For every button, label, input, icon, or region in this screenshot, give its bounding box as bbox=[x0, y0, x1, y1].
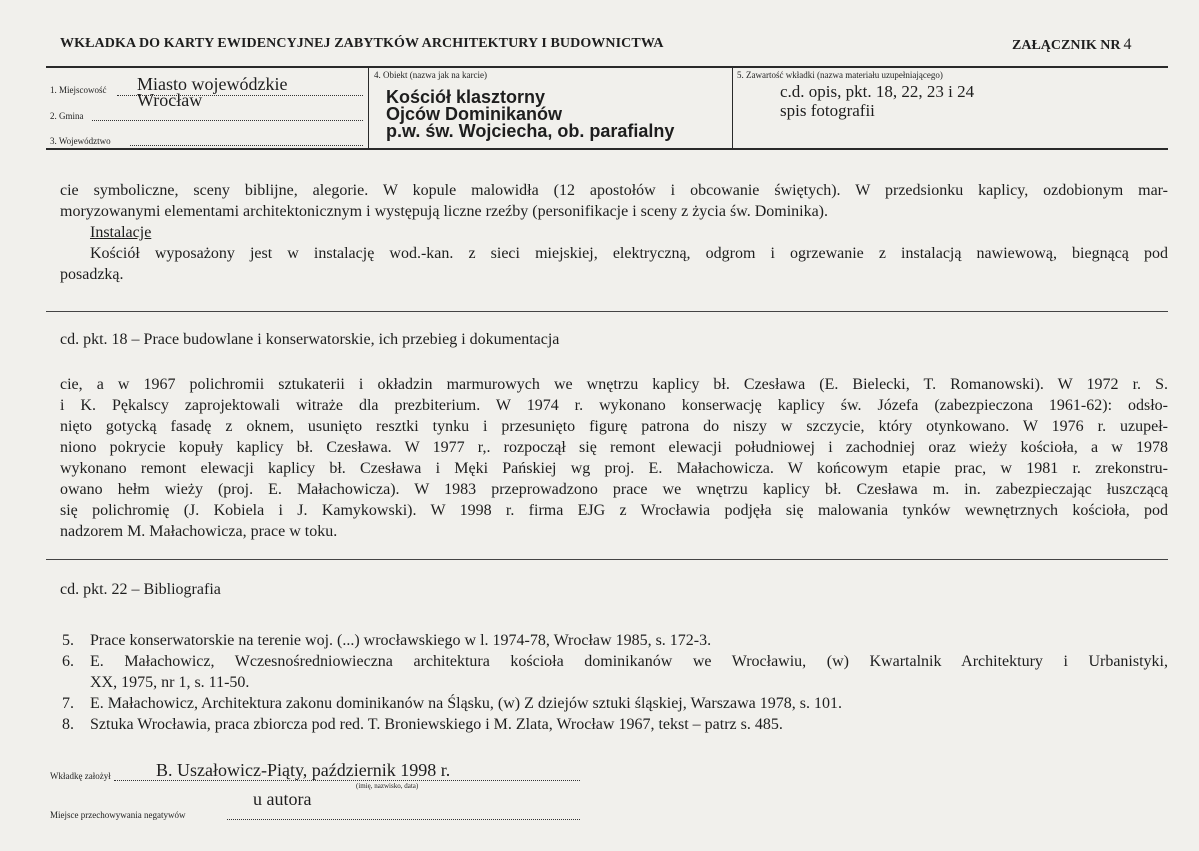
place-label: 1. Miejscowość bbox=[50, 85, 107, 95]
negatives-dotted-line bbox=[227, 819, 580, 820]
bibliography-item-number: 7. bbox=[62, 695, 74, 712]
commune-label: 2. Gmina bbox=[50, 111, 84, 121]
section-18-line-6: owano hełm wieży (proj. E. Małachowicza). W 1983 przeprowadzono prace we wnętrzu kaplicy bł. Czesława m. in. zabezpieczając łuszczącą bbox=[60, 481, 1168, 498]
section-18-line-3: nięto gotycką fasadę z oknem, usunięto resztki tynku i przesunięto figurę patrona do niszy w szczycie, który otynkowano. W 1976 r. uzupeł- bbox=[60, 418, 1168, 435]
object-name-line-1: Kościół klasztorny bbox=[386, 87, 546, 107]
bibliography-item-8 bbox=[62, 714, 1168, 735]
installations-line-2: posadzką. bbox=[60, 266, 124, 283]
place-value: Miasto wojewódzkie bbox=[137, 74, 288, 94]
section-18-line-8: nadzorem M. Małachowicza, prace w toku. bbox=[60, 523, 338, 540]
bibliography-heading: cd. pkt. 22 – Bibliografia bbox=[60, 581, 221, 598]
form-divider-left bbox=[368, 67, 369, 148]
installations-heading: Instalacje bbox=[90, 224, 152, 241]
bibliography-item-text: Sztuka Wrocławia, praca zbiorcza pod red. T. Broniewskiego i M. Zlata, Wrocław 1967, tekst – patrz s. 485. bbox=[90, 716, 783, 733]
bibliography-list bbox=[62, 630, 1168, 735]
negatives-value: u autora bbox=[253, 789, 312, 809]
contents-line-2: spis fotografii bbox=[780, 101, 875, 120]
author-hint: (imię, nazwisko, data) bbox=[356, 782, 419, 790]
description-line-2: moryzowanymi elementami architektonicznym i występują liczne rzeźby (personifikacje i sceny z życia św. Dominika). bbox=[60, 203, 829, 220]
form-divider-right bbox=[732, 67, 733, 148]
bibliography-item-number: 5. bbox=[62, 632, 74, 649]
author-value: B. Uszałowicz-Piąty, październik 1998 r. bbox=[156, 760, 451, 780]
bibliography-item-7 bbox=[62, 693, 1168, 714]
section-18-line-5: wykonano remont elewacji kaplicy bł. Czesława i Męki Pańskiej wg proj. E. Małachowicza. W końcowym etapie prac, w 1981 r. zrekonstru- bbox=[60, 460, 1168, 477]
bibliography-item-text: E. Małachowicz, Wczesnośredniowieczna architektura kościoła dominikanów we Wrocławiu, (w) Kwartalnik Architektury i Urbanistyki, bbox=[90, 653, 1168, 670]
commune-value: Wrocław bbox=[137, 90, 203, 110]
description-line-1: cie symboliczne, sceny biblijne, alegorie. W kopule malowidła (12 apostołów i obcowanie świętych). W przedsionku kaplicy, ozdobionym mar- bbox=[60, 182, 1168, 199]
document-title: WKŁADKA DO KARTY EWIDENCYJNEJ ZABYTKÓW ARCHITEKTURY I BUDOWNICTWA bbox=[60, 36, 664, 51]
bibliography-item-5 bbox=[62, 630, 1168, 651]
commune-dotted-line bbox=[92, 120, 363, 121]
object-label: 4. Obiekt (nazwa jak na karcie) bbox=[374, 70, 487, 80]
annex-number: 4 bbox=[1123, 36, 1132, 53]
contents-label: 5. Zawartość wkładki (nazwa materiału uzupełniającego) bbox=[737, 70, 943, 80]
annex-label-text: ZAŁĄCZNIK NR bbox=[1012, 38, 1121, 53]
annex-label bbox=[1012, 36, 1132, 54]
negatives-label: Miejsce przechowywania negatywów bbox=[50, 810, 186, 820]
bibliography-item-text: Prace konserwatorskie na terenie woj. (...) wrocławskiego w l. 1974-78, Wrocław 1985, s. 172-3. bbox=[90, 632, 712, 649]
section-18-line-2: i K. Pękalscy zaprojektowali witraże dla prezbiterium. W 1974 r. wykonano konserwację kaplicy św. Józefa (zabezpieczona 1961-62): odsło- bbox=[60, 397, 1168, 414]
description-continuation bbox=[60, 180, 1168, 285]
object-name-line-3: p.w. św. Wojciecha, ob. parafialny bbox=[386, 121, 675, 141]
installations-line-1: Kościół wyposażony jest w instalację wod.-kan. z sieci miejskiej, elektryczną, odgrom i ogrzewanie z instalacją nawiewową, biegnącą pod bbox=[90, 245, 1168, 262]
bibliography-item-number: 8. bbox=[62, 716, 74, 733]
voivodeship-label: 3. Województwo bbox=[50, 136, 111, 146]
contents-line-1: c.d. opis, pkt. 18, 22, 23 i 24 bbox=[780, 82, 975, 101]
bibliography-item-number: 6. bbox=[62, 653, 74, 670]
section-18-line-7: się polichromię (J. Kobiela i J. Kamykowski). W 1998 r. firma EJG z Wrocławia podjęła się malowania tynków wewnętrznych kościoła, pod bbox=[60, 502, 1168, 519]
section-divider-1 bbox=[46, 311, 1168, 312]
bibliography-item-6 bbox=[62, 651, 1168, 693]
installations-heading-row bbox=[60, 222, 1168, 243]
section-18-body bbox=[60, 374, 1168, 542]
section-18-heading: cd. pkt. 18 – Prace budowlane i konserwatorskie, ich przebieg i dokumentacja bbox=[60, 331, 560, 348]
author-label: Wkładkę założył bbox=[50, 771, 111, 781]
section-divider-2 bbox=[46, 559, 1168, 560]
section-18-line-1: cie, a w 1967 polichromii sztukaterii i okładzin marmurowych we wnętrzu kaplicy bł. Czesława (E. Bielecki, T. Romanowski). W 1972 r. S. bbox=[60, 376, 1168, 393]
form-bottom-border bbox=[46, 148, 1168, 150]
section-18-line-4: niono pokrycie kopuły kaplicy bł. Czesława. W 1977 r,. rozpoczął się remont elewacji południowej i zachodniej oraz wieży kościoła, a w 1978 bbox=[60, 439, 1168, 456]
bibliography-item-text-cont: XX, 1975, nr 1, s. 11-50. bbox=[90, 674, 250, 691]
form-top-border bbox=[46, 66, 1168, 68]
object-name-line-2: Ojców Dominikanów bbox=[386, 104, 563, 124]
bibliography-item-text: E. Małachowicz, Architektura zakonu dominikanów na Śląsku, (w) Z dziejów sztuki śląskiej, Warszawa 1978, s. 101. bbox=[90, 695, 843, 712]
voivodeship-dotted-line bbox=[130, 145, 363, 146]
